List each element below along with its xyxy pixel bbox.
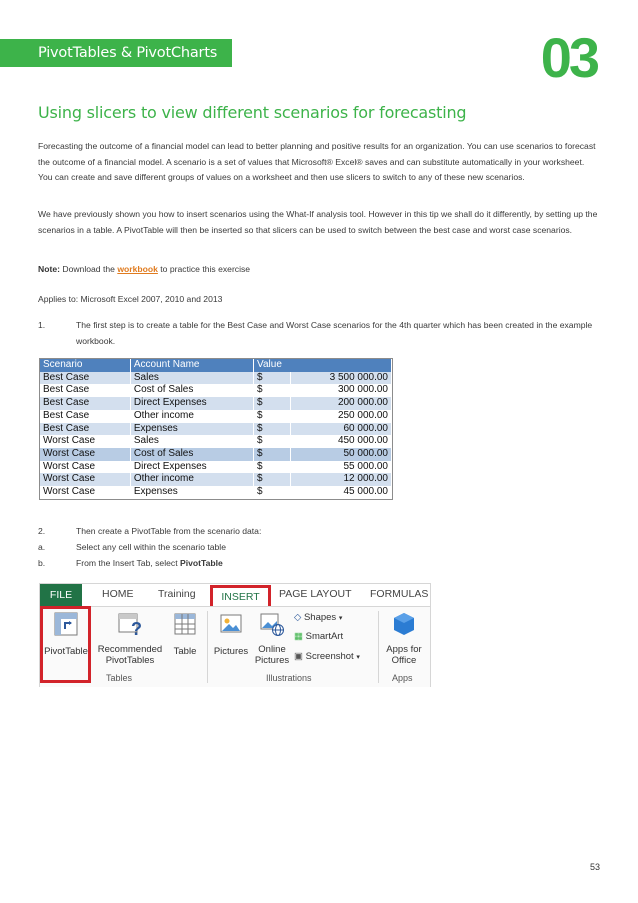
tab-home[interactable]: HOME [102, 588, 134, 600]
cell-account-name[interactable]: Cost of Sales [130, 448, 253, 461]
cell-scenario[interactable]: Worst Case [40, 448, 130, 461]
cell-scenario[interactable]: Best Case [40, 372, 130, 385]
step-text [76, 556, 598, 572]
cell-scenario[interactable]: Worst Case [40, 473, 130, 486]
group-separator [378, 611, 379, 683]
table-row[interactable] [40, 448, 392, 461]
screenshot-label: Screenshot [305, 651, 354, 662]
cell-currency[interactable]: $ [254, 410, 291, 423]
cell-account-name[interactable]: Direct Expenses [130, 461, 253, 474]
table-row[interactable] [40, 397, 392, 410]
smartart-icon: ▦ [294, 631, 303, 642]
table-row[interactable] [40, 372, 392, 385]
pivottable-label: PivotTable [44, 646, 88, 657]
tab-file[interactable]: FILE [40, 584, 82, 606]
excel-ribbon [39, 583, 431, 687]
step-text: Then create a PivotTable from the scenario data: [76, 526, 262, 536]
table-label: Table [173, 646, 197, 657]
table-row[interactable] [40, 384, 392, 397]
page-heading: Using slicers to view different scenarios for forecasting [38, 103, 467, 122]
cell-currency[interactable]: $ [254, 372, 291, 385]
step-text: The first step is to create a table for the Best Case and Worst Case scenarios for the 4th quarter which has been created in the example workbook. [76, 320, 593, 346]
intro-paragraph: Forecasting the outcome of a financial model can lead to better planning and positive results for an organization. You can use scenarios to forecast the outcome of a financial model. A scenario is a set of values that Microsoft® Excel® saves and can substitute automatically in your worksheet. You can create and save different groups of values on a worksheet and then use slicers to switch to any of these new scenarios. [38, 141, 596, 182]
note-before: Download the [62, 264, 115, 274]
section-banner: PivotTables & PivotCharts [0, 39, 232, 67]
dropdown-arrow-icon: ▾ [356, 654, 360, 661]
shapes-button[interactable] [294, 612, 342, 624]
applies-to: Applies to: Microsoft Excel 2007, 2010 and 2013 [38, 294, 223, 304]
cell-value[interactable]: 450 000.00 [291, 435, 392, 448]
tab-training[interactable]: Training [158, 588, 196, 600]
step-letter: a. [38, 542, 46, 552]
pictures-button[interactable] [210, 611, 252, 657]
cell-scenario[interactable]: Best Case [40, 397, 130, 410]
step-b-text: From the Insert Tab, select [76, 558, 178, 568]
step-letter: b. [38, 558, 46, 568]
note-label: Note: [38, 264, 60, 274]
page-number: 53 [589, 862, 600, 872]
group-apps-label: Apps [392, 673, 413, 683]
cell-account-name[interactable]: Direct Expenses [130, 397, 253, 410]
screenshot-icon: ▣ [294, 651, 303, 662]
note-paragraph [38, 262, 598, 278]
online-pictures-icon [259, 611, 285, 637]
table-row[interactable] [40, 461, 392, 474]
table-icon [172, 611, 198, 637]
cell-scenario[interactable]: Best Case [40, 410, 130, 423]
cell-scenario[interactable]: Best Case [40, 423, 130, 436]
apps-for-office-icon [391, 611, 417, 637]
group-illustrations-label: Illustrations [266, 673, 312, 683]
group-separator [207, 611, 208, 683]
cell-currency[interactable]: $ [254, 435, 291, 448]
cell-currency[interactable]: $ [254, 397, 291, 410]
table-row[interactable] [40, 486, 392, 499]
online-pictures-button[interactable] [252, 611, 292, 666]
pictures-label: Pictures [213, 646, 249, 657]
ribbon-pane [40, 606, 430, 687]
header-account-name: Account Name [130, 359, 253, 372]
online-pictures-label: Online Pictures [254, 644, 290, 666]
recommended-pivottables-button[interactable] [96, 611, 164, 666]
cell-value[interactable]: 60 000.00 [291, 423, 392, 436]
table-row[interactable] [40, 473, 392, 486]
table-row[interactable] [40, 435, 392, 448]
table-row[interactable] [40, 410, 392, 423]
cell-account-name[interactable]: Sales [130, 372, 253, 385]
pictures-icon [218, 611, 244, 637]
cell-currency[interactable]: $ [254, 448, 291, 461]
header-value: Value [254, 359, 392, 372]
workbook-link[interactable]: workbook [117, 264, 158, 274]
cell-account-name[interactable]: Cost of Sales [130, 384, 253, 397]
recommended-pivottables-icon [117, 611, 143, 637]
cell-scenario[interactable]: Best Case [40, 384, 130, 397]
recommended-label: Recommended PivotTables [97, 644, 163, 666]
svg-text:?: ? [131, 619, 142, 637]
cell-value[interactable]: 55 000.00 [291, 461, 392, 474]
cell-currency[interactable]: $ [254, 423, 291, 436]
cell-account-name[interactable]: Other income [130, 473, 253, 486]
scenario-table [39, 358, 393, 500]
cell-account-name[interactable]: Other income [130, 410, 253, 423]
cell-value[interactable]: 200 000.00 [291, 397, 392, 410]
cell-value[interactable]: 12 000.00 [291, 473, 392, 486]
method-paragraph: We have previously shown you how to insert scenarios using the What-If analysis tool. However in this tip we shall do it differently, by setting up the scenarios in a table. A PivotTable will then be inserted so that slicers can be used to switch between the best case and worst case scenarios. [38, 209, 598, 235]
cell-currency[interactable]: $ [254, 473, 291, 486]
step-number: 1. [38, 320, 46, 330]
cell-value[interactable]: 3 500 000.00 [291, 372, 392, 385]
shapes-icon: ◇ [294, 612, 302, 623]
step-b-bold: PivotTable [179, 558, 223, 568]
note-after: to practice this exercise [160, 264, 251, 274]
tab-insert[interactable]: INSERT [210, 585, 271, 610]
cell-currency[interactable]: $ [254, 384, 291, 397]
cell-scenario[interactable]: Worst Case [40, 486, 130, 499]
cell-account-name[interactable]: Sales [130, 435, 253, 448]
cell-currency[interactable]: $ [254, 461, 291, 474]
cell-scenario[interactable]: Worst Case [40, 461, 130, 474]
apps-for-office-button[interactable] [380, 611, 428, 666]
tab-formulas[interactable]: FORMULAS [370, 588, 429, 600]
table-row[interactable] [40, 423, 392, 436]
cell-scenario[interactable]: Worst Case [40, 435, 130, 448]
step-number: 2. [38, 526, 46, 536]
cell-account-name[interactable]: Expenses [130, 486, 253, 499]
header-scenario: Scenario [40, 359, 130, 372]
table-button[interactable] [168, 611, 202, 657]
step-text: Select any cell within the scenario table [76, 542, 226, 552]
cell-value[interactable]: 300 000.00 [291, 384, 392, 397]
cell-value[interactable]: 45 000.00 [291, 486, 392, 499]
cell-value[interactable]: 50 000.00 [291, 448, 392, 461]
cell-currency[interactable]: $ [254, 486, 291, 499]
smartart-button[interactable] [294, 631, 343, 642]
apps-label: Apps for Office [386, 644, 422, 666]
shapes-label: Shapes [303, 612, 337, 623]
chapter-number: 03 [540, 26, 597, 89]
pivottable-highlight [40, 606, 91, 683]
cell-value[interactable]: 250 000.00 [291, 410, 392, 423]
screenshot-button[interactable] [294, 651, 360, 663]
dropdown-arrow-icon: ▾ [338, 615, 343, 622]
cell-account-name[interactable]: Expenses [130, 423, 253, 436]
ribbon-tabs [40, 584, 430, 606]
tab-page-layout[interactable]: PAGE LAYOUT [279, 588, 352, 600]
group-tables-label: Tables [106, 673, 133, 683]
smartart-label: SmartArt [305, 631, 344, 642]
table-header-row [40, 359, 392, 372]
